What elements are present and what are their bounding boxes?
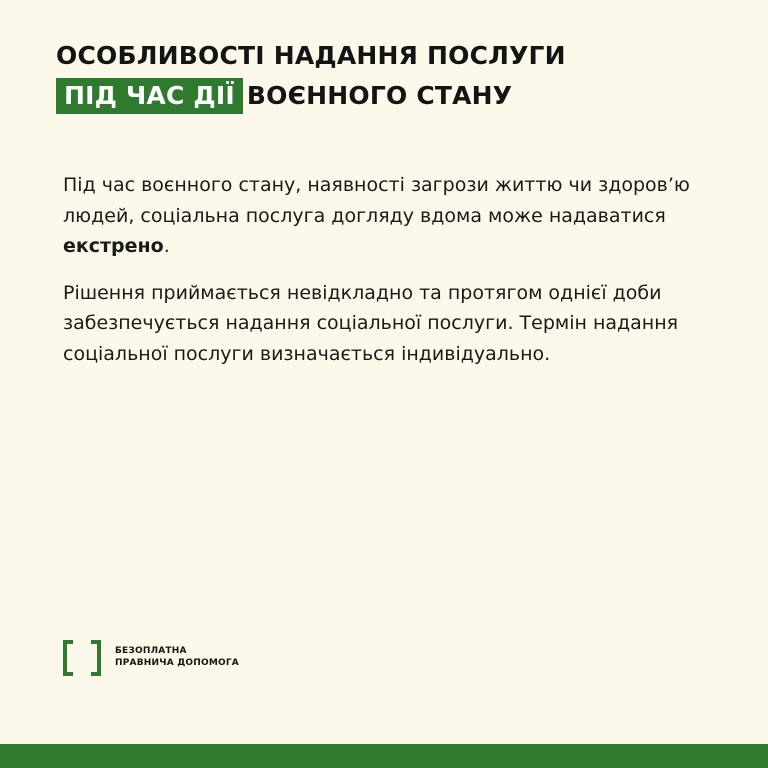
- paragraph-2: Рішення приймається невідкладно та протягом однієї доби забезпечується надання соціальної послуги. Термін надання соціальної послуги визначається індивідуально.: [63, 281, 679, 365]
- logo-text-line-1: БЕЗОПЛАТНА: [115, 646, 187, 656]
- logo-text: [115, 645, 239, 669]
- paragraph-1-text: Під час воєнного стану, наявності загрози життю чи здоров’ю людей, соціальна послуга догляду вдома може надаватися: [63, 174, 690, 227]
- brackets-logo-icon: [63, 640, 101, 674]
- title-line-2-rest: ВОЄННОГО СТАНУ: [246, 81, 513, 110]
- footer-bar: [0, 744, 768, 768]
- left-bracket-icon: [63, 640, 73, 676]
- paragraph-1-end: .: [163, 235, 170, 257]
- paragraph-1: [63, 170, 723, 262]
- logo: [63, 640, 239, 674]
- paragraph-1-emphasis: екстрено: [63, 235, 164, 257]
- title-line-2: [56, 76, 566, 116]
- page-title: [56, 36, 566, 116]
- right-bracket-icon: [91, 640, 101, 676]
- main-content: [63, 170, 723, 385]
- title-highlight: ПІД ЧАС ДІЇ: [56, 78, 243, 114]
- logo-text-line-2: ПРАВНИЧА ДОПОМОГА: [115, 658, 239, 668]
- title-line-1: ОСОБЛИВОСТІ НАДАННЯ ПОСЛУГИ: [56, 41, 566, 70]
